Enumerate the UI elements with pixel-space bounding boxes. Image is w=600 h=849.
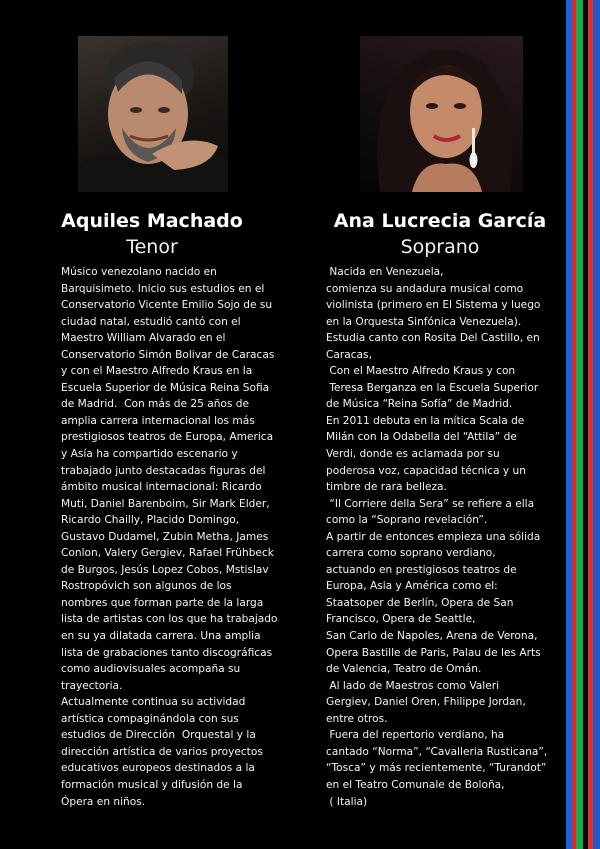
tenor-role: Tenor xyxy=(126,236,178,258)
soprano-bio-line: Nacida en Venezuela, xyxy=(326,266,444,278)
tenor-bio-line: como audiovisuales acompaña su xyxy=(61,663,241,676)
soprano-bio-line: en el Teatro Comunale de Boloña, xyxy=(326,778,505,791)
decorative-color-stripes xyxy=(566,0,600,849)
soprano-bio-line: Milán con la Odabella del “Attila” de xyxy=(326,431,517,444)
tenor-bio-line: ciudad natal, estudió cantó con el xyxy=(61,315,241,328)
tenor-bio-line: trabajado junto destacadas figuras del xyxy=(61,464,266,477)
tenor-bio-line: Conservatorio Simón Bolivar de Caracas xyxy=(61,348,275,361)
soprano-bio-line: comienza su andadura musical como xyxy=(326,282,524,295)
soprano-bio-line: “Tosca” y más recientemente, “Turandot” xyxy=(326,762,547,775)
soprano-bio-line: carrera como soprano verdiano, xyxy=(326,547,496,560)
tenor-bio-line: lista de grabaciones tanto discográficas xyxy=(61,646,273,659)
tenor-name: Aquiles Machado xyxy=(61,210,243,232)
tenor-bio-line: nombres que forman parte de la larga xyxy=(61,596,264,609)
soprano-bio-line: Caracas, xyxy=(326,348,372,361)
tenor-bio-line: Actualmente continua su actividad xyxy=(61,696,246,709)
soprano-bio-line: Gergiev, Daniel Oren, Fhilippe Jordan, xyxy=(326,696,526,709)
tenor-bio-line: formación musical y difusión de la xyxy=(61,778,243,791)
soprano-bio-line: Staatsoper de Berlín, Opera de San xyxy=(326,596,514,609)
soprano-bio-line: ( Italia) xyxy=(326,795,368,808)
tenor-bio-line: Rostropóvich son algunos de los xyxy=(61,580,232,593)
tenor-bio-line: Músico venezolano nacido en xyxy=(61,266,217,278)
soprano-bio-line: de Música “Reina Sofía” de Madrid. xyxy=(326,398,513,411)
stripe-green xyxy=(576,0,583,849)
tenor-bio-line: Muti, Daniel Barenboim, Sir Mark Elder, xyxy=(61,497,270,510)
soprano-bio-line: En 2011 debuta en la mítica Scala de xyxy=(326,414,525,427)
tenor-bio-line: y con el Maestro Alfredo Kraus en la xyxy=(61,365,253,378)
soprano-bio-line: Al lado de Maestros como Valeri xyxy=(326,679,500,692)
tenor-bio-line: Barquisimeto. Inicio sus estudios en el xyxy=(61,282,265,295)
tenor-biography xyxy=(61,264,293,810)
soprano-bio-line: Fuera del repertorio verdiano, ha xyxy=(326,729,505,742)
tenor-bio-line: lista de artistas con los que ha trabajado xyxy=(61,613,278,626)
tenor-bio-line: de Burgos, Jesús Lopez Cobos, Mstislav xyxy=(61,563,269,576)
soprano-bio-line: Con el Maestro Alfredo Kraus y con xyxy=(326,365,516,378)
soprano-bio-line: Teresa Berganza en la Escuela Superior xyxy=(326,381,539,394)
soprano-bio-line: de Valencia, Teatro de Omán. xyxy=(326,663,482,676)
tenor-bio-line: Ópera en niños. xyxy=(61,795,146,808)
soprano-bio-line: Europa, Asia y América como el: xyxy=(326,580,498,593)
tenor-bio-line: estudios de Dirección Orquestal y la xyxy=(61,729,256,742)
soprano-bio-line: San Carlo de Napoles, Arena de Verona, xyxy=(326,630,538,643)
tenor-bio-line: prestigiosos teatros de Europa, America xyxy=(61,431,274,444)
tenor-bio-line: ámbito musical internacional: Ricardo xyxy=(61,481,262,494)
tenor-bio-line: trayectoria. xyxy=(61,679,123,692)
tenor-bio-line: de Madrid. Con más de 25 años de xyxy=(61,398,250,411)
soprano-biography xyxy=(326,264,558,810)
soprano-bio-line: cantado “Norma”, “Cavalleria Rusticana”, xyxy=(326,745,548,758)
soprano-bio-line: Opera Bastille de Paris, Palau de les Arts xyxy=(326,646,541,659)
soprano-name: Ana Lucrecia García xyxy=(333,210,547,232)
soprano-bio-line: en la Orquesta Sinfónica Venezuela). xyxy=(326,315,522,328)
tenor-bio-line: educativos europeos destinados a la xyxy=(61,762,255,775)
soprano-bio-line: Estudia canto con Rosita Del Castillo, en xyxy=(326,332,540,345)
tenor-bio-line: Gustavo Dudamel, Zubin Metha, James xyxy=(61,530,269,543)
soprano-bio-line: actuando en prestigiosos teatros de xyxy=(326,563,517,576)
tenor-bio-line: amplia carrera internacional los más xyxy=(61,414,255,427)
soprano-bio-line: entre otros. xyxy=(326,712,388,725)
tenor-bio-line: dirección artística de varios proyectos xyxy=(61,745,263,758)
soprano-bio-line: poderosa voz, capacidad técnica y un xyxy=(326,464,526,477)
soprano-bio-line: violinista (primero en El Sistema y luego xyxy=(326,299,541,312)
tenor-bio-line: Maestro William Alvarado en el xyxy=(61,332,226,345)
tenor-bio-line: Conlon, Valery Gergiev, Rafael Frühbeck xyxy=(61,547,274,560)
tenor-bio-line: Conservatorio Vicente Emilio Sojo de su xyxy=(61,299,273,312)
soprano-portrait-photo xyxy=(360,36,523,192)
soprano-bio-line: “Il Corriere della Sera” se refiere a ella xyxy=(326,497,535,510)
stripe-blue-2 xyxy=(593,0,600,849)
soprano-bio-line: como la “Soprano revelación”. xyxy=(326,514,488,527)
tenor-portrait-photo xyxy=(78,36,228,192)
tenor-bio-line: Escuela Superior de Música Reina Sofia xyxy=(61,381,270,394)
tenor-bio-line: Ricardo Chailly, Placido Domingo, xyxy=(61,514,240,527)
tenor-bio-line: artística compaginándola con sus xyxy=(61,712,239,725)
soprano-bio-line: A partir de entonces empieza una sólida xyxy=(326,530,541,543)
soprano-bio-line: Verdi, donde es aclamada por su xyxy=(326,448,500,461)
soprano-bio-line: Francisco, Opera de Seattle, xyxy=(326,613,476,626)
tenor-bio-line: en su ya dilatada carrera. Una amplia xyxy=(61,630,261,643)
soprano-role: Soprano xyxy=(400,236,480,258)
soprano-bio-line: timbre de rara belleza. xyxy=(326,481,447,494)
tenor-bio-line: y Asía ha compartido escenario y xyxy=(61,448,238,461)
